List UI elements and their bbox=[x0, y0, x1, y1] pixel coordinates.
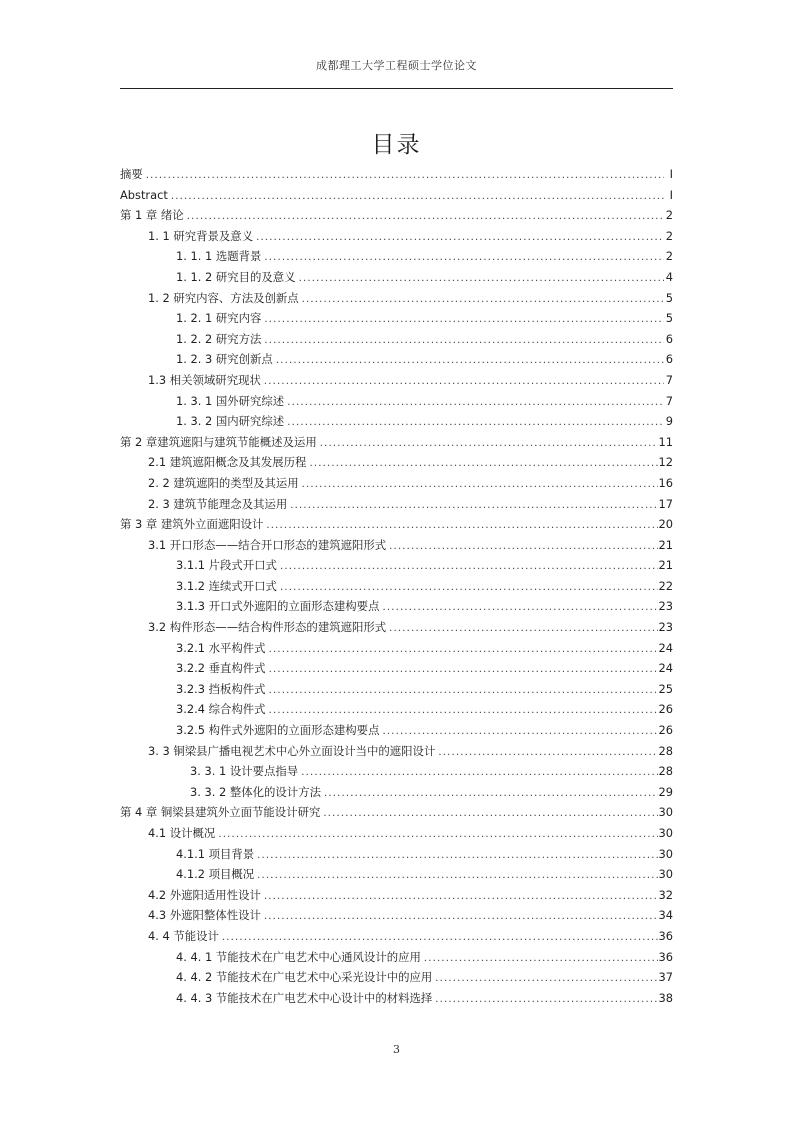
toc-entry-page: 11 bbox=[658, 434, 673, 449]
toc-entry-page: 30 bbox=[658, 826, 673, 840]
dot-leader bbox=[424, 949, 658, 970]
toc-entry-page: 2 bbox=[665, 249, 673, 264]
dot-leader bbox=[264, 907, 658, 928]
dot-leader bbox=[435, 990, 657, 1011]
toc-entry-title: 第 1 章 绪论 bbox=[120, 208, 184, 223]
dot-leader bbox=[171, 187, 664, 208]
toc-entry-page: 25 bbox=[658, 681, 673, 696]
toc-entry-page: 12 bbox=[658, 455, 673, 470]
header-divider bbox=[120, 88, 673, 89]
toc-entry-title: 2. 3 建筑节能理念及其运用 bbox=[148, 496, 288, 511]
dot-leader bbox=[264, 887, 658, 908]
toc-entry-page: 7 bbox=[665, 393, 673, 408]
toc-entry-page: 5 bbox=[665, 290, 673, 305]
toc-entry-title: 3.2.4 综合构件式 bbox=[176, 702, 266, 717]
dot-leader bbox=[264, 331, 664, 352]
toc-entry[interactable] bbox=[120, 329, 673, 350]
dot-leader bbox=[269, 660, 658, 681]
toc-entry[interactable] bbox=[120, 535, 673, 556]
toc-entry[interactable] bbox=[120, 411, 673, 432]
toc-entry[interactable] bbox=[120, 926, 673, 947]
toc-entry-page: 38 bbox=[658, 990, 673, 1005]
toc-entry-title: 1. 1. 1 选题背景 bbox=[176, 249, 262, 264]
toc-entry-title: 3.1.3 开口式外遮阳的立面形态建构要点 bbox=[176, 599, 380, 614]
toc-entry[interactable] bbox=[120, 596, 673, 617]
dot-leader bbox=[269, 640, 658, 661]
toc-entry-title: 1. 2. 1 研究内容 bbox=[176, 311, 262, 326]
toc-entry-title: 1. 2. 3 研究创新点 bbox=[176, 352, 273, 367]
dot-leader bbox=[280, 557, 658, 578]
dot-leader bbox=[301, 763, 657, 784]
dot-leader bbox=[218, 825, 657, 846]
running-header: 成都理工大学工程硕士学位论文 bbox=[316, 59, 477, 72]
toc-entry[interactable] bbox=[120, 844, 673, 865]
toc-entry-page: 28 bbox=[658, 743, 673, 758]
toc-entry-page: 36 bbox=[658, 949, 673, 964]
toc-entry[interactable] bbox=[120, 308, 673, 329]
toc-entry[interactable] bbox=[120, 782, 673, 803]
toc-entry[interactable] bbox=[120, 658, 673, 679]
dot-leader bbox=[290, 496, 657, 517]
toc-entry[interactable] bbox=[120, 864, 673, 885]
toc-entry[interactable] bbox=[120, 391, 673, 412]
toc-entry[interactable] bbox=[120, 267, 673, 288]
toc-entry-page: 20 bbox=[658, 517, 673, 532]
toc-entry-title: 4. 4. 1 节能技术在广电艺术中心通风设计的应用 bbox=[176, 949, 421, 964]
dot-leader bbox=[320, 434, 658, 455]
toc-entry-page: 16 bbox=[658, 475, 673, 490]
page-title: 目录 bbox=[371, 132, 422, 158]
toc-entry-title: 3.1.1 片段式开口式 bbox=[176, 558, 277, 573]
toc-entry-title: 3.2.5 构件式外遮阳的立面形态建构要点 bbox=[176, 723, 380, 738]
toc-entry[interactable] bbox=[120, 514, 673, 535]
toc-entry-page: 9 bbox=[665, 414, 673, 429]
toc-entry-title: 3.2.3 挡板构件式 bbox=[176, 681, 266, 696]
toc-entry-page: 21 bbox=[658, 558, 673, 573]
toc-entry-page: 30 bbox=[658, 805, 673, 820]
dot-leader bbox=[287, 413, 664, 434]
toc-entry-title: 第 4 章 铜梁县建筑外立面节能设计研究 bbox=[120, 805, 321, 820]
toc-entry-title: 4.1.1 项目背景 bbox=[176, 846, 255, 861]
toc-entry[interactable] bbox=[120, 576, 673, 597]
toc-entry-title: 4. 4 节能设计 bbox=[148, 928, 219, 943]
toc-entry[interactable] bbox=[120, 432, 673, 453]
toc-entry-title: Abstract bbox=[120, 187, 168, 202]
dot-leader bbox=[264, 248, 664, 269]
toc-entry-page: 4 bbox=[665, 269, 673, 284]
toc-entry-title: 1. 1. 2 研究目的及意义 bbox=[176, 269, 296, 284]
toc-entry[interactable] bbox=[120, 164, 673, 185]
dot-leader bbox=[257, 846, 657, 867]
toc-entry-title: 3. 3. 2 整体化的设计方法 bbox=[190, 784, 321, 799]
toc-entry-page: 2 bbox=[665, 228, 673, 243]
toc-entry-page: 2 bbox=[665, 208, 673, 223]
toc-entry-title: 第 2 章建筑遮阳与建筑节能概述及运用 bbox=[120, 434, 317, 449]
dot-leader bbox=[389, 537, 657, 558]
toc-entry[interactable] bbox=[120, 246, 673, 267]
toc-entry[interactable] bbox=[120, 967, 673, 988]
toc-entry[interactable] bbox=[120, 679, 673, 700]
dot-leader bbox=[309, 454, 657, 475]
toc-entry[interactable] bbox=[120, 885, 673, 906]
toc-entry[interactable] bbox=[120, 802, 673, 823]
toc-entry-title: 3. 3. 1 设计要点指导 bbox=[190, 764, 299, 779]
toc-entry-title: 1. 3. 2 国内研究综述 bbox=[176, 414, 285, 429]
dot-leader bbox=[222, 928, 658, 949]
toc-entry-title: 4. 4. 3 节能技术在广电艺术中心设计中的材料选择 bbox=[176, 990, 433, 1005]
dot-leader bbox=[187, 207, 664, 228]
toc-entry[interactable] bbox=[120, 741, 673, 762]
dot-leader bbox=[324, 784, 658, 805]
toc-entry-title: 3.2 构件形态——结合构件形态的建筑遮阳形式 bbox=[148, 620, 387, 635]
toc-entry-page: 26 bbox=[658, 723, 673, 738]
toc-entry-page: 5 bbox=[665, 311, 673, 326]
toc-entry-title: 2. 2 建筑遮阳的类型及其运用 bbox=[148, 475, 299, 490]
toc-entry-title: 4.3 外遮阳整体性设计 bbox=[148, 908, 261, 923]
toc-entry[interactable] bbox=[120, 452, 673, 473]
toc-entry-title: 1.3 相关领域研究现状 bbox=[148, 372, 261, 387]
dot-leader bbox=[256, 228, 664, 249]
toc-entry[interactable] bbox=[120, 349, 673, 370]
toc-entry-title: 1. 1 研究背景及意义 bbox=[148, 228, 254, 243]
toc-entry-title: 4. 4. 2 节能技术在广电艺术中心采光设计中的应用 bbox=[176, 970, 433, 985]
toc-entry[interactable] bbox=[120, 617, 673, 638]
toc-entry[interactable] bbox=[120, 288, 673, 309]
dot-leader bbox=[382, 598, 657, 619]
toc-entry[interactable] bbox=[120, 226, 673, 247]
toc-entry-title: 3.1 开口形态——结合开口形态的建筑遮阳形式 bbox=[148, 537, 387, 552]
toc-entry-title: 3.1.2 连续式开口式 bbox=[176, 578, 277, 593]
dot-leader bbox=[302, 475, 658, 496]
dot-leader bbox=[257, 866, 657, 887]
toc-entry-page: 26 bbox=[658, 702, 673, 717]
dot-leader bbox=[438, 743, 657, 764]
dot-leader bbox=[266, 516, 657, 537]
dot-leader bbox=[382, 722, 657, 743]
toc-entry-title: 1. 2 研究内容、方法及创新点 bbox=[148, 290, 299, 305]
toc-entry-page: 24 bbox=[658, 661, 673, 676]
dot-leader bbox=[389, 619, 657, 640]
dot-leader bbox=[276, 351, 664, 372]
toc-entry-title: 3. 3 铜梁县广播电视艺术中心外立面设计当中的遮阳设计 bbox=[148, 743, 436, 758]
toc-entry-title: 第 3 章 建筑外立面遮阳设计 bbox=[120, 517, 264, 532]
dot-leader bbox=[269, 701, 658, 722]
toc-entry[interactable] bbox=[120, 494, 673, 515]
page-number: 3 bbox=[393, 1043, 400, 1056]
toc-entry-page: 32 bbox=[658, 887, 673, 902]
toc-entry-page: 29 bbox=[658, 784, 673, 799]
toc-entry-title: 4.1.2 项目概况 bbox=[176, 867, 255, 882]
dot-leader bbox=[435, 969, 657, 990]
toc-entry[interactable] bbox=[120, 185, 673, 206]
table-of-contents bbox=[120, 164, 673, 1008]
toc-entry[interactable] bbox=[120, 205, 673, 226]
dot-leader bbox=[302, 290, 664, 311]
dot-leader bbox=[269, 681, 658, 702]
toc-entry[interactable] bbox=[120, 370, 673, 391]
toc-entry-page: 7 bbox=[665, 372, 673, 387]
toc-entry-title: 1. 2. 2 研究方法 bbox=[176, 331, 262, 346]
toc-entry-page: 36 bbox=[658, 928, 673, 943]
toc-entry-page: 17 bbox=[658, 496, 673, 511]
dot-leader bbox=[280, 578, 658, 599]
toc-entry[interactable] bbox=[120, 823, 673, 844]
dot-leader bbox=[264, 372, 664, 393]
toc-entry-page: 6 bbox=[665, 331, 673, 346]
toc-entry-page: 37 bbox=[658, 970, 673, 985]
toc-entry-title: 4.1 设计概况 bbox=[148, 826, 216, 840]
toc-entry-title: 4.2 外遮阳适用性设计 bbox=[148, 887, 261, 902]
toc-entry[interactable] bbox=[120, 699, 673, 720]
toc-entry-page: 24 bbox=[658, 640, 673, 655]
dot-leader bbox=[323, 804, 657, 825]
toc-entry[interactable] bbox=[120, 473, 673, 494]
toc-entry-page: 30 bbox=[658, 846, 673, 861]
toc-entry[interactable] bbox=[120, 761, 673, 782]
dot-leader bbox=[146, 166, 664, 187]
toc-entry-title: 1. 3. 1 国外研究综述 bbox=[176, 393, 285, 408]
toc-entry-page: I bbox=[669, 167, 673, 181]
toc-entry-page: 21 bbox=[658, 537, 673, 552]
toc-entry-title: 2.1 建筑遮阳概念及其发展历程 bbox=[148, 455, 307, 470]
toc-entry-page: 28 bbox=[658, 764, 673, 779]
toc-entry-page: 6 bbox=[665, 352, 673, 367]
dot-leader bbox=[287, 393, 664, 414]
toc-entry[interactable] bbox=[120, 638, 673, 659]
toc-entry[interactable] bbox=[120, 555, 673, 576]
toc-entry[interactable] bbox=[120, 720, 673, 741]
toc-entry[interactable] bbox=[120, 988, 673, 1009]
dot-leader bbox=[299, 269, 664, 290]
toc-entry[interactable] bbox=[120, 947, 673, 968]
toc-entry-title: 摘要 bbox=[120, 167, 143, 181]
toc-entry-page: 23 bbox=[658, 599, 673, 614]
toc-entry-page: I bbox=[669, 187, 673, 202]
dot-leader bbox=[264, 310, 664, 331]
toc-entry-page: 34 bbox=[658, 908, 673, 923]
toc-entry-title: 3.2.1 水平构件式 bbox=[176, 640, 266, 655]
toc-entry-page: 23 bbox=[658, 620, 673, 635]
toc-entry-title: 3.2.2 垂直构件式 bbox=[176, 661, 266, 676]
toc-entry[interactable] bbox=[120, 905, 673, 926]
toc-entry-page: 22 bbox=[658, 578, 673, 593]
toc-entry-page: 30 bbox=[658, 867, 673, 882]
